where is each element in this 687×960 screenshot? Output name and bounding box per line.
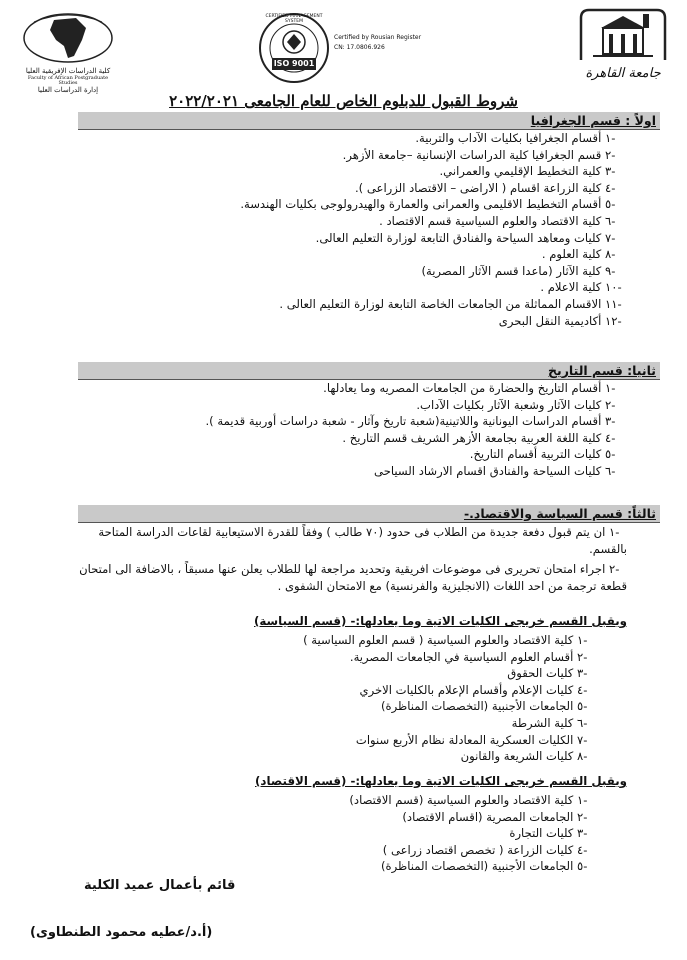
politics-list (303, 632, 595, 765)
iso-ring-text: CERTIFIED MANAGEMENT SYSTEM (265, 14, 323, 24)
policy-paragraph: -١ ان يتم قبول دفعة جديدة من الطلاب فى حدود (٧٠ طالب ) وفقاً للقدرة الاستيعابية لقاعات الدراسة المتاحة بالقسم. (98, 525, 627, 556)
list-item: -٩ كلية الآثار (ماعدا قسم الآثار المصرية) (421, 263, 616, 278)
section-heading-history: ثانيا: قسم التاريخ (78, 362, 660, 380)
geography-list (240, 130, 623, 329)
list-item: -٤ كليات الزراعة ( تخصص اقتصاد زراعى ) (382, 842, 588, 857)
list-item: -٥ الجامعات الأجنبية (التخصصات المناظرة) (381, 859, 588, 874)
list-item: -٣ كليات التجارة (509, 826, 588, 841)
list-item: -٢ قسم الجغرافيا كلية الدراسات الإنسانية –جامعة الأزهر. (342, 147, 616, 162)
list-item: -٣ كليات الحقوق (507, 666, 588, 681)
page-title: شروط القبول للدبلوم الخاص للعام الجامعى ٢٠٢٢/٢٠٢١ (169, 92, 518, 110)
faculty-logo-caption-en: Faculty of African Postgraduate Studies (27, 74, 109, 87)
section-heading-politics-economics: ثالثاً: قسم السياسة والاقتصاد.- (78, 505, 660, 523)
list-item: -٤ كليات الإعلام وأقسام الإعلام بالكليات الاخري (359, 682, 588, 697)
list-item: -٤ كلية الزراعة اقسام ( الاراضى – الاقتصاد الزراعى ). (354, 180, 616, 195)
list-item: -٢ أقسام العلوم السياسية في الجامعات المصرية. (349, 649, 588, 664)
list-item: -٦ كلية الشرطة (511, 715, 588, 730)
list-item: -١٢ أكاديمية النقل البحرى (498, 313, 622, 328)
list-item: -٧ الكليات العسكرية المعادلة نظام الأربع سنوات (355, 732, 588, 747)
iso-certified-by: Certified by Rousian Register (334, 34, 422, 41)
list-item: -١ كلية الاقتصاد والعلوم السياسية (قسم الاقتصاد) (349, 793, 588, 807)
iso-cn: CN: 17.0806.926 (334, 44, 385, 51)
list-item: -١ أقسام الجغرافيا بكليات الآداب والتربية. (415, 131, 616, 145)
iso-certification-logo (258, 12, 422, 88)
list-item: -٢ الجامعات المصرية (اقسام الاقتصاد) (402, 809, 588, 824)
politics-subheading: ويقبل القسم خريجى الكليات الاتية وما يعادلها:- (قسم السياسة) (254, 614, 627, 628)
faculty-logo-caption-ar2: إدارة الدراسات العليا (37, 85, 99, 94)
list-item: -٦ كليات السياحة والفنادق اقسام الارشاد السياحى (374, 463, 616, 478)
economics-subheading: ويقبل القسم خريجى الكليات الاتية وما يعادلها:- (قسم الاقتصاد) (255, 774, 627, 788)
section-heading-geography: اولاً : قسم الجغرافيا (78, 112, 660, 130)
list-item: -٣ أقسام الدراسات اليونانية واللاتينية(شعبة تاريخ وآثار - شعبة دراسات أوربية قديمة ). (205, 414, 616, 429)
dean-title: قائم بأعمال عميد الكلية (84, 878, 236, 893)
list-item: -٦ كلية الاقتصاد والعلوم السياسية قسم الاقتصاد . (379, 213, 616, 228)
list-item: -٣ كلية التخطيط الإقليمي والعمراني. (439, 164, 616, 179)
list-item: -١١ الاقسام المماثلة من الجامعات الخاصة التابعة لوزارة التعليم العالى . (279, 296, 622, 311)
list-item: -٥ أقسام التخطيط الاقليمى والعمرانى والعمارة والهيدرولوجى بكليات الهندسة. (240, 197, 616, 212)
university-logo-caption: جامعة القاهرة (585, 66, 661, 81)
list-item: -٢ كليات الآثار وشعبة الآثار بكليات الآداب. (416, 397, 616, 412)
faculty-logo (20, 10, 116, 94)
list-item: -١٠ كلية الاعلام . (540, 280, 622, 295)
university-building-icon (573, 6, 673, 64)
list-item: -١ كلية الاقتصاد والعلوم السياسية ( قسم العلوم السياسية ) (303, 633, 588, 647)
policy-paragraph: -٢ اجراء امتحان تحريرى فى موضوعات افريقية وتحديد مراجعة لها للطلاب يعلن عنها مسبقاً ، بالاضافة الى امتحان قطعة ترجمة من احد اللغات (الانجليزية والفرنسية) مع الامتحان الشفوى . (79, 562, 627, 593)
list-item: -٤ كلية اللغة العربية بجامعة الأزهر الشريف قسم التاريخ . (342, 430, 616, 445)
dean-name: (أ.د/عطيه محمود الطنطاوى) (30, 925, 213, 940)
list-item: -٧ كليات ومعاهد السياحة والفنادق التابعة لوزارة التعليم العالى. (315, 230, 616, 245)
iso-label: ISO 9001 (273, 59, 315, 68)
economics-list (349, 792, 595, 875)
africa-map-icon (20, 10, 116, 64)
cairo-university-logo (573, 6, 673, 80)
list-item: -٥ كليات التربية أقسام التاريخ. (469, 447, 616, 462)
list-item: -٨ كلية العلوم . (541, 247, 616, 262)
list-item: -١ أقسام التاريخ والحضارة من الجامعات المصريه وما يعادلها. (323, 381, 616, 395)
history-list (206, 380, 624, 480)
list-item: -٥ الجامعات الأجنبية (التخصصات المناظرة) (381, 699, 588, 714)
list-item: -٨ كليات الشريعة والقانون (460, 749, 588, 764)
faculty-logo-caption-ar: كلية الدراسات الإفريقية العليا (25, 67, 111, 75)
